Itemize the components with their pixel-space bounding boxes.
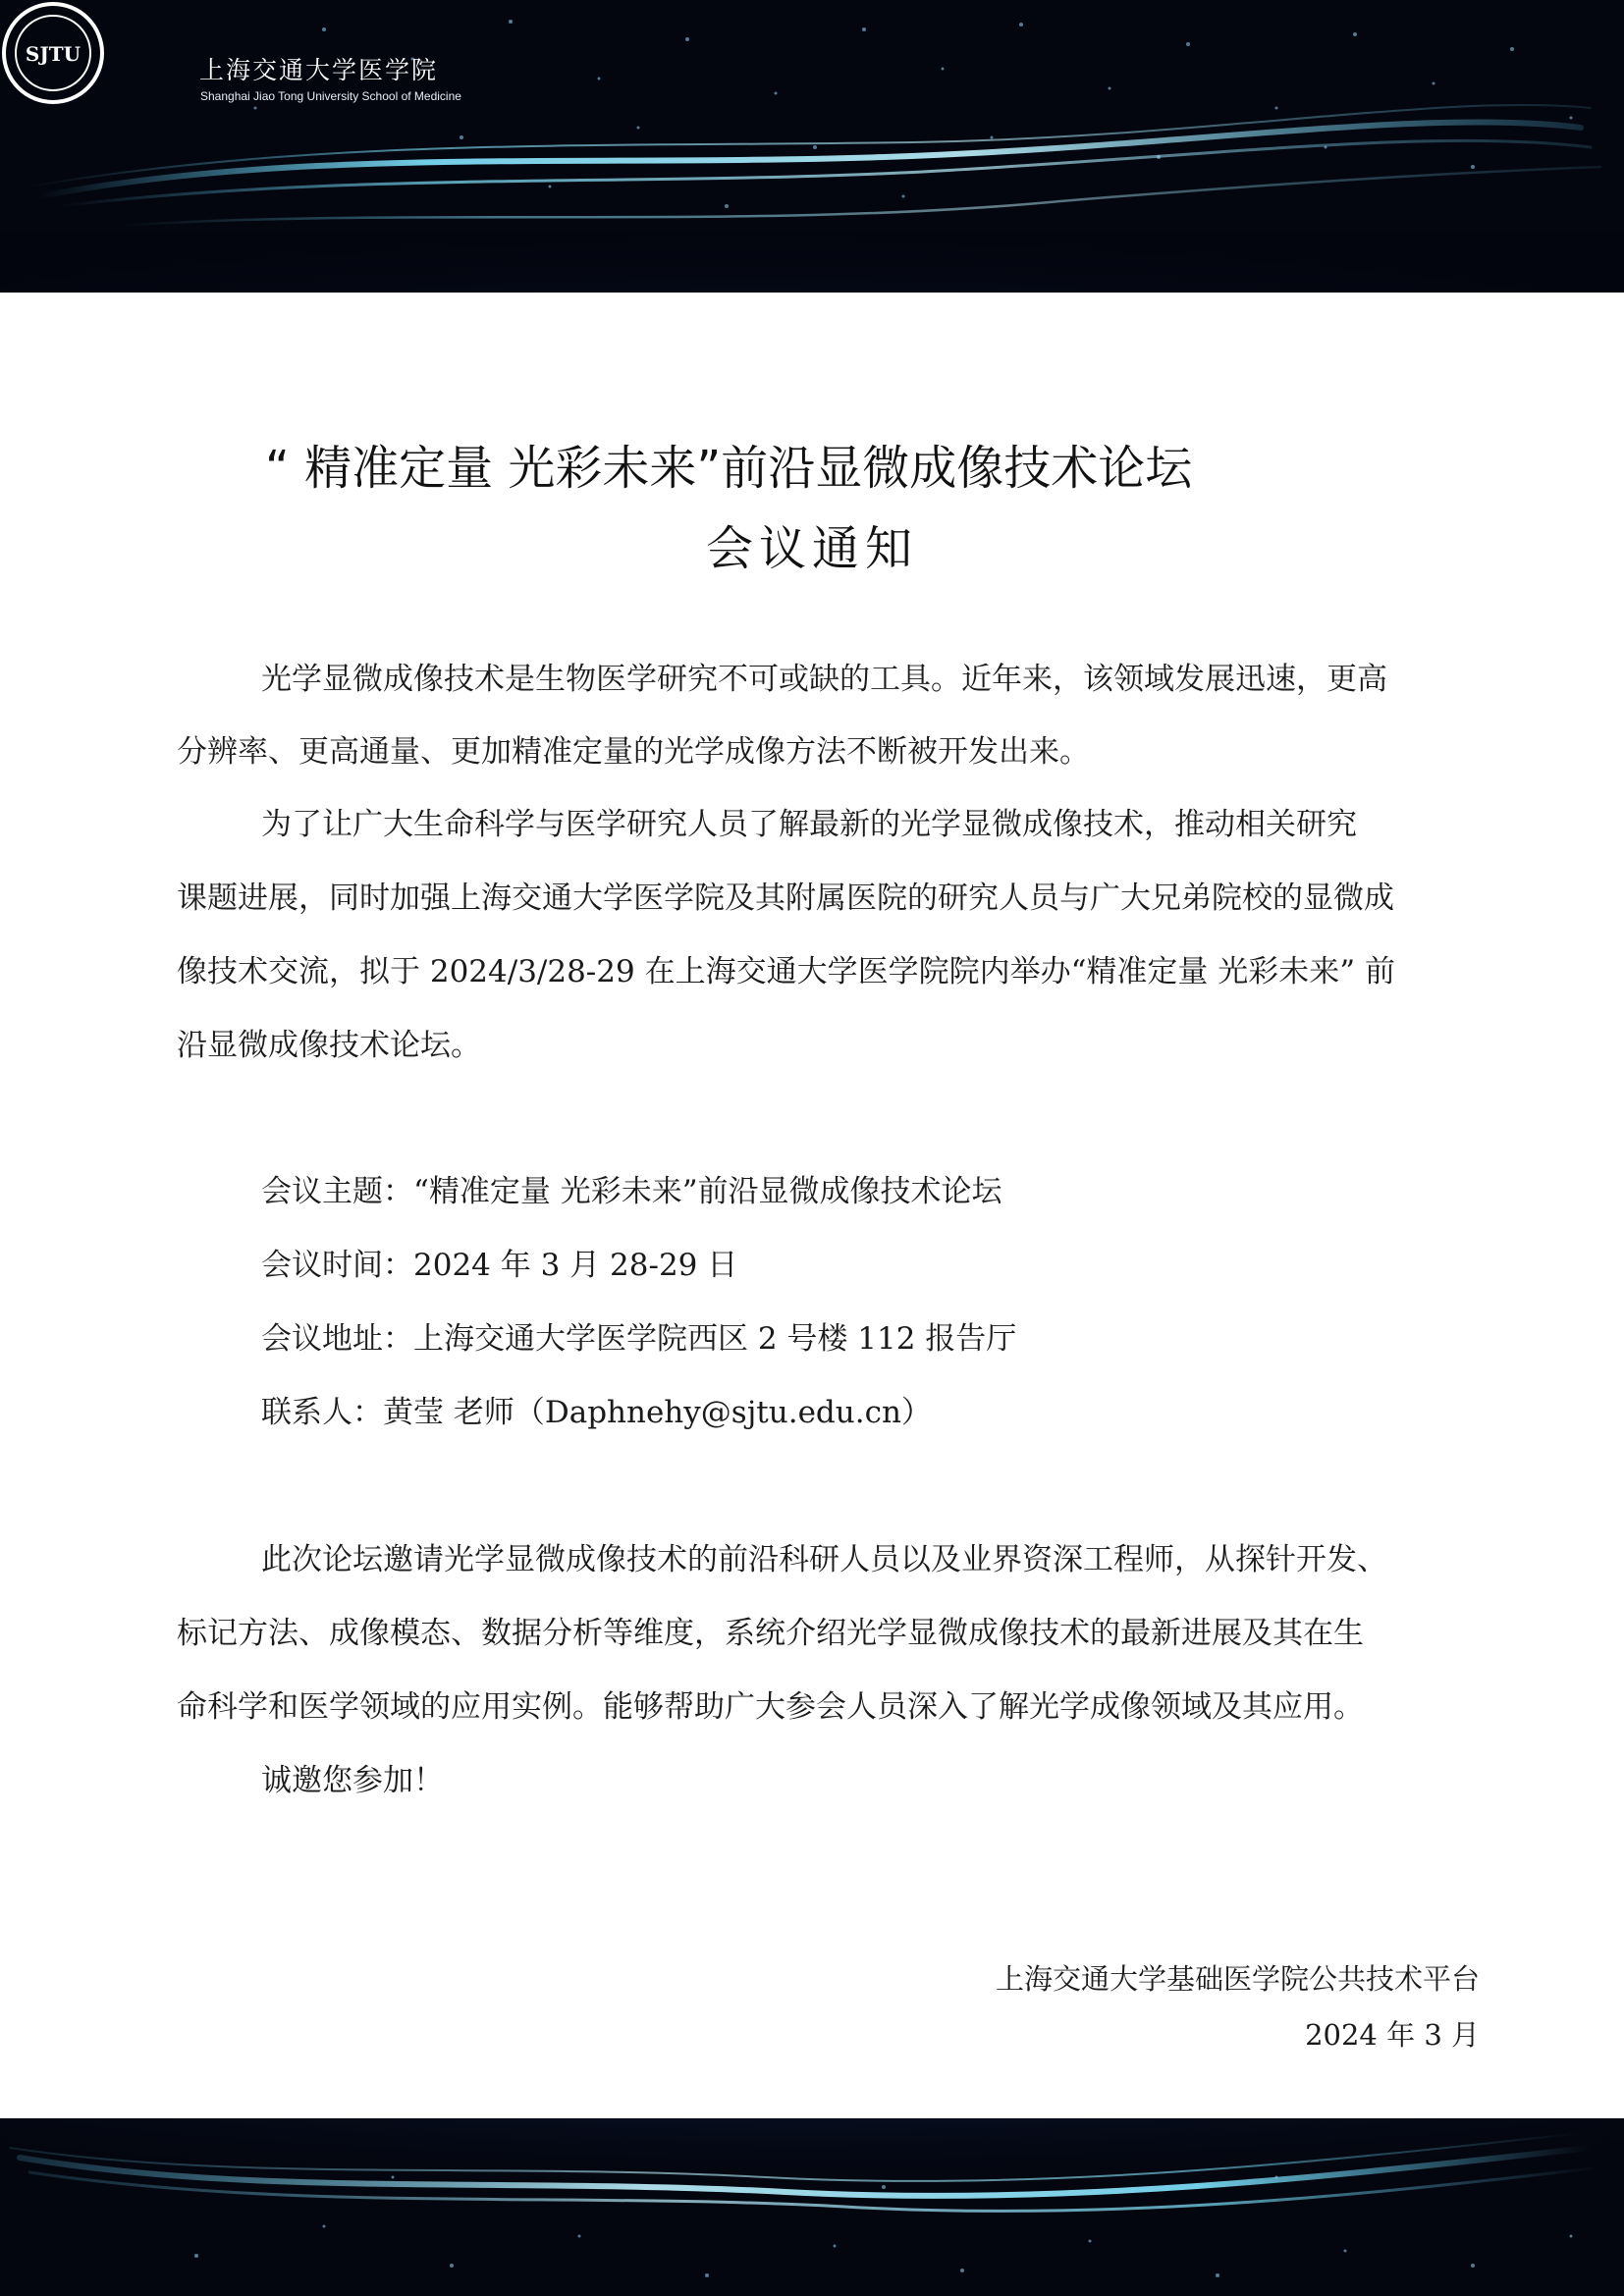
paragraph-line: 为了让广大生命科学与医学研究人员了解最新的光学显微成像技术，推动相关研究 xyxy=(261,807,1357,842)
logo-letters: SJTU xyxy=(25,42,81,66)
paragraph-line: 光学显微成像技术是生物医学研究不可或缺的工具。近年来，该领域发展迅速，更高 xyxy=(261,662,1387,697)
signature-date: 2024 年 3 月 xyxy=(1305,2018,1480,2052)
page-subtitle: 会议通知 xyxy=(705,521,918,576)
page-title: “ 精准定量 光彩未来”前沿显微成像技术论坛 xyxy=(265,441,1193,496)
paragraph-line: 标记方法、成像模态、数据分析等维度，系统介绍光学显微成像技术的最新进展及其在生 xyxy=(177,1616,1364,1651)
footer-banner xyxy=(0,2118,1624,2296)
meeting-topic: 会议主题：“精准定量 光彩未来”前沿显微成像技术论坛 xyxy=(261,1174,1002,1209)
light-wave-graphic xyxy=(0,2118,1624,2296)
signature-org: 上海交通大学基础医学院公共技术平台 xyxy=(995,1962,1480,1996)
university-logo xyxy=(0,0,106,106)
closing-line: 诚邀您参加！ xyxy=(261,1763,444,1798)
paragraph-line: 像技术交流，拟于 2024/3/28-29 在上海交通大学医学院院内举办“精准定量 光彩未来” 前 xyxy=(177,954,1395,989)
paragraph-line: 课题进展，同时加强上海交通大学医学院及其附属医院的研究人员与广大兄弟院校的显微成 xyxy=(177,881,1394,916)
school-name-en: Shanghai Jiao Tong University School of Medicine xyxy=(200,89,461,103)
meeting-location: 会议地址：上海交通大学医学院西区 2 号楼 112 报告厅 xyxy=(261,1321,1017,1357)
paragraph-line: 命科学和医学领域的应用实例。能够帮助广大参会人员深入了解光学成像领域及其应用。 xyxy=(177,1689,1364,1725)
light-wave-graphic xyxy=(0,0,1624,293)
meeting-contact: 联系人：黄莹 老师（Daphnehy@sjtu.edu.cn） xyxy=(261,1395,932,1430)
paragraph-line: 分辨率、更高通量、更加精准定量的光学成像方法不断被开发出来。 xyxy=(177,734,1090,770)
meeting-time: 会议时间：2024 年 3 月 28-29 日 xyxy=(261,1248,738,1283)
paragraph-line: 沿显微成像技术论坛。 xyxy=(177,1028,481,1063)
paragraph-line: 此次论坛邀请光学显微成像技术的前沿科研人员以及业界资深工程师，从探针开发、 xyxy=(261,1542,1387,1577)
header-banner xyxy=(0,0,1624,293)
school-name-cn: 上海交通大学医学院 xyxy=(199,56,439,84)
